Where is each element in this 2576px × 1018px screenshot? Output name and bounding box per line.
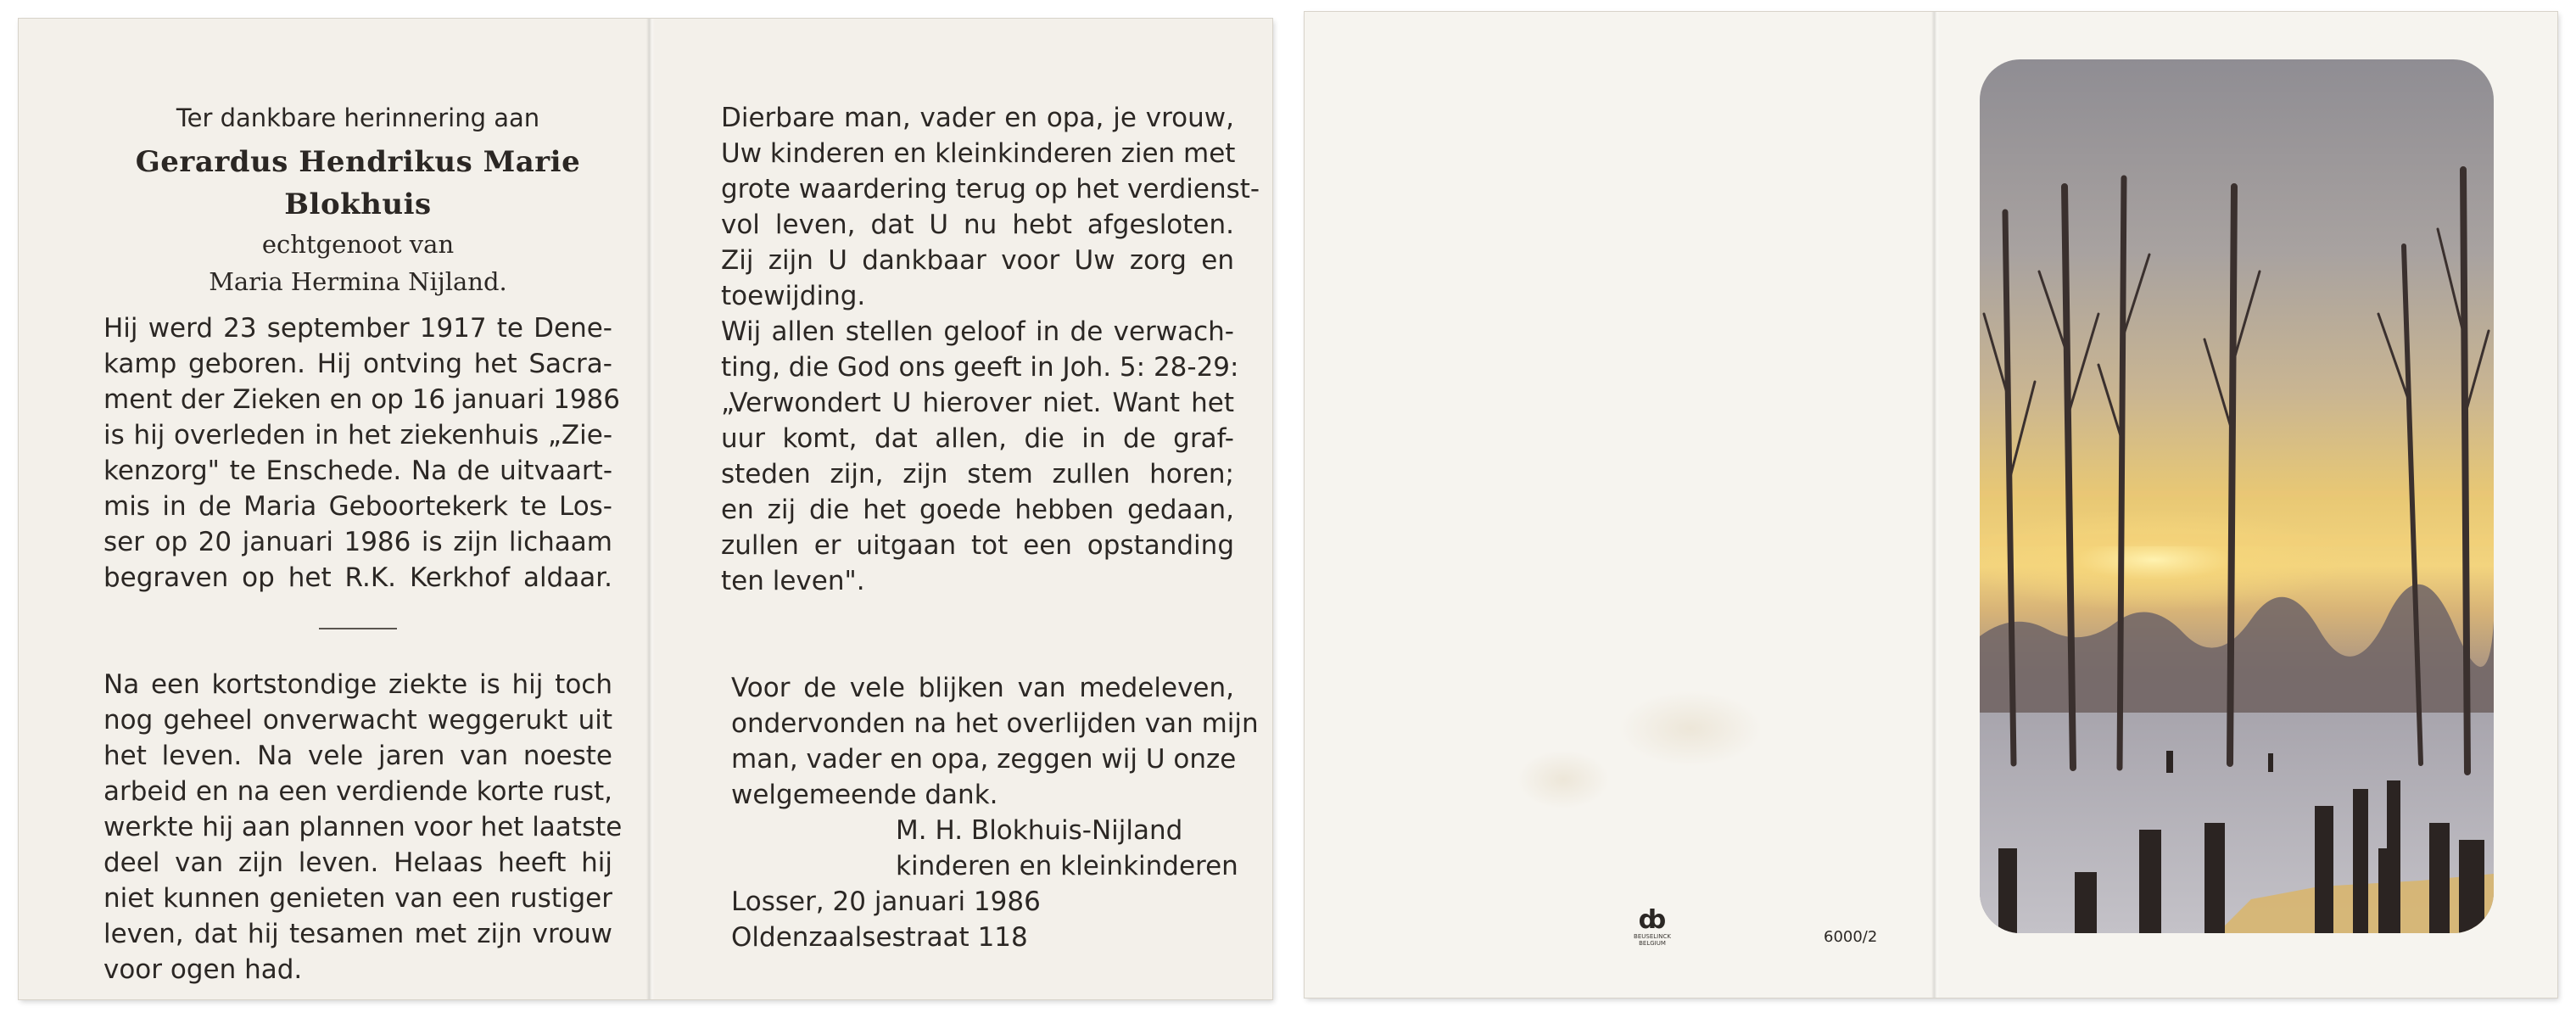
cloud-band xyxy=(1980,490,2494,497)
publisher-name: BEUSELINCK xyxy=(1634,933,1671,940)
card-inner-spread xyxy=(19,19,1272,999)
scripture-paragraph xyxy=(721,314,1239,599)
text-line: toewijding. xyxy=(721,281,866,311)
text-line: voor ogen had. xyxy=(103,954,303,985)
winter-sunset-trees-photo xyxy=(1980,59,2494,933)
signature-family: kinderen en kleinkinderen xyxy=(896,851,1238,881)
text-line: zullen er uitgaan tot een opstanding xyxy=(721,530,1234,561)
spouse-name: Maria Hermina Nijland. xyxy=(209,267,507,296)
publisher-logo xyxy=(1627,905,1678,960)
text-line: steden zijn, zijn stem zullen horen; xyxy=(721,459,1234,489)
text-line: arbeid en na een verdiende korte rust, xyxy=(103,776,612,807)
address: Oldenzaalsestraat 118 xyxy=(731,922,1028,953)
text-line: Wij allen stellen geloof in de verwach- xyxy=(721,316,1234,347)
publisher-mark-icon: ȸ xyxy=(1638,905,1667,935)
text-line: „Verwondert U hierover niet. Want het xyxy=(721,388,1234,418)
text-line: ting, die God ons geeft in Joh. 5: 28-29: xyxy=(721,352,1239,383)
text-line: Hij werd 23 september 1917 te Dene- xyxy=(103,313,612,344)
text-line: Zij zijn U dankbaar voor Uw zorg en xyxy=(721,245,1234,276)
text-line: werkte hij aan plannen voor het laatste xyxy=(103,812,623,842)
text-line: kenzorg" te Enschede. Na de uitvaart- xyxy=(103,456,612,486)
signature-name: M. H. Blokhuis-Nijland xyxy=(896,815,1183,846)
text-line: uur komt, dat allen, die in de graf- xyxy=(721,423,1234,454)
text-line: ondervonden na het overlijden van mijn xyxy=(731,708,1259,739)
text-line: deel van zijn leven. Helaas heeft hij xyxy=(103,847,612,878)
text-line: Dierbare man, vader en opa, je vrouw, xyxy=(721,103,1234,133)
text-line: begraven op het R.K. Kerkhof aldaar. xyxy=(103,562,612,593)
card-code: 6000/2 xyxy=(1824,928,1878,946)
memorial-text-column-left xyxy=(103,100,623,987)
text-line: welgemeende dank. xyxy=(731,780,998,810)
publisher-country: BELGIUM xyxy=(1639,940,1666,947)
text-line: niet kunnen genieten van een rustiger xyxy=(103,883,612,914)
text-line: het leven. Na vele jaren van noeste xyxy=(103,741,612,771)
place-date: Losser, 20 januari 1986 xyxy=(731,887,1041,917)
illness-paragraph xyxy=(103,667,623,987)
text-line: mis in de Maria Geboortekerk te Los- xyxy=(103,491,612,522)
text-line: leven, dat hij tesamen met zijn vrouw xyxy=(103,919,612,949)
paper-stain xyxy=(1517,750,1610,809)
text-line: vol leven, dat U nu hebt afgesloten. xyxy=(721,210,1234,240)
tribute-paragraph xyxy=(721,100,1260,314)
spouse-label: echtgenoot van xyxy=(261,230,455,259)
fold-line xyxy=(1931,12,1940,998)
text-line: grote waardering terug op het verdienst- xyxy=(721,174,1260,204)
thanks-paragraph xyxy=(721,670,1259,955)
photo-graphic xyxy=(1980,59,2494,933)
text-line: nog geheel onverwacht weggerukt uit xyxy=(103,705,612,736)
paper-stain xyxy=(1618,691,1763,767)
text-line: ten leven". xyxy=(721,566,865,596)
text-line: Voor de vele blijken van medeleven, xyxy=(731,673,1234,703)
text-line: ment der Zieken en op 16 januari 1986 xyxy=(103,384,620,415)
deceased-name-line-1: Gerardus Hendrikus Marie xyxy=(135,145,581,179)
fold-line xyxy=(646,19,655,999)
section-divider xyxy=(319,628,397,629)
memorial-text-column-right xyxy=(721,100,1260,955)
text-line: is hij overleden in het ziekenhuis „Zie- xyxy=(103,420,612,450)
text-line: en zij die het goede hebben gedaan, xyxy=(721,495,1234,525)
text-line: Na een kortstondige ziekte is hij toch xyxy=(103,669,612,700)
cloud-band xyxy=(1980,534,2494,546)
memorial-heading: Ter dankbare herinnering aan xyxy=(176,103,540,132)
text-line: man, vader en opa, zeggen wij U onze xyxy=(731,744,1237,775)
text-line: kamp geboren. Hij ontving het Sacra- xyxy=(103,349,612,379)
text-line: Uw kinderen en kleinkinderen zien met xyxy=(721,138,1236,169)
deceased-name-line-2: Blokhuis xyxy=(284,187,432,221)
text-line: ser op 20 januari 1986 is zijn lichaam xyxy=(103,527,612,557)
biography-paragraph xyxy=(103,310,620,596)
